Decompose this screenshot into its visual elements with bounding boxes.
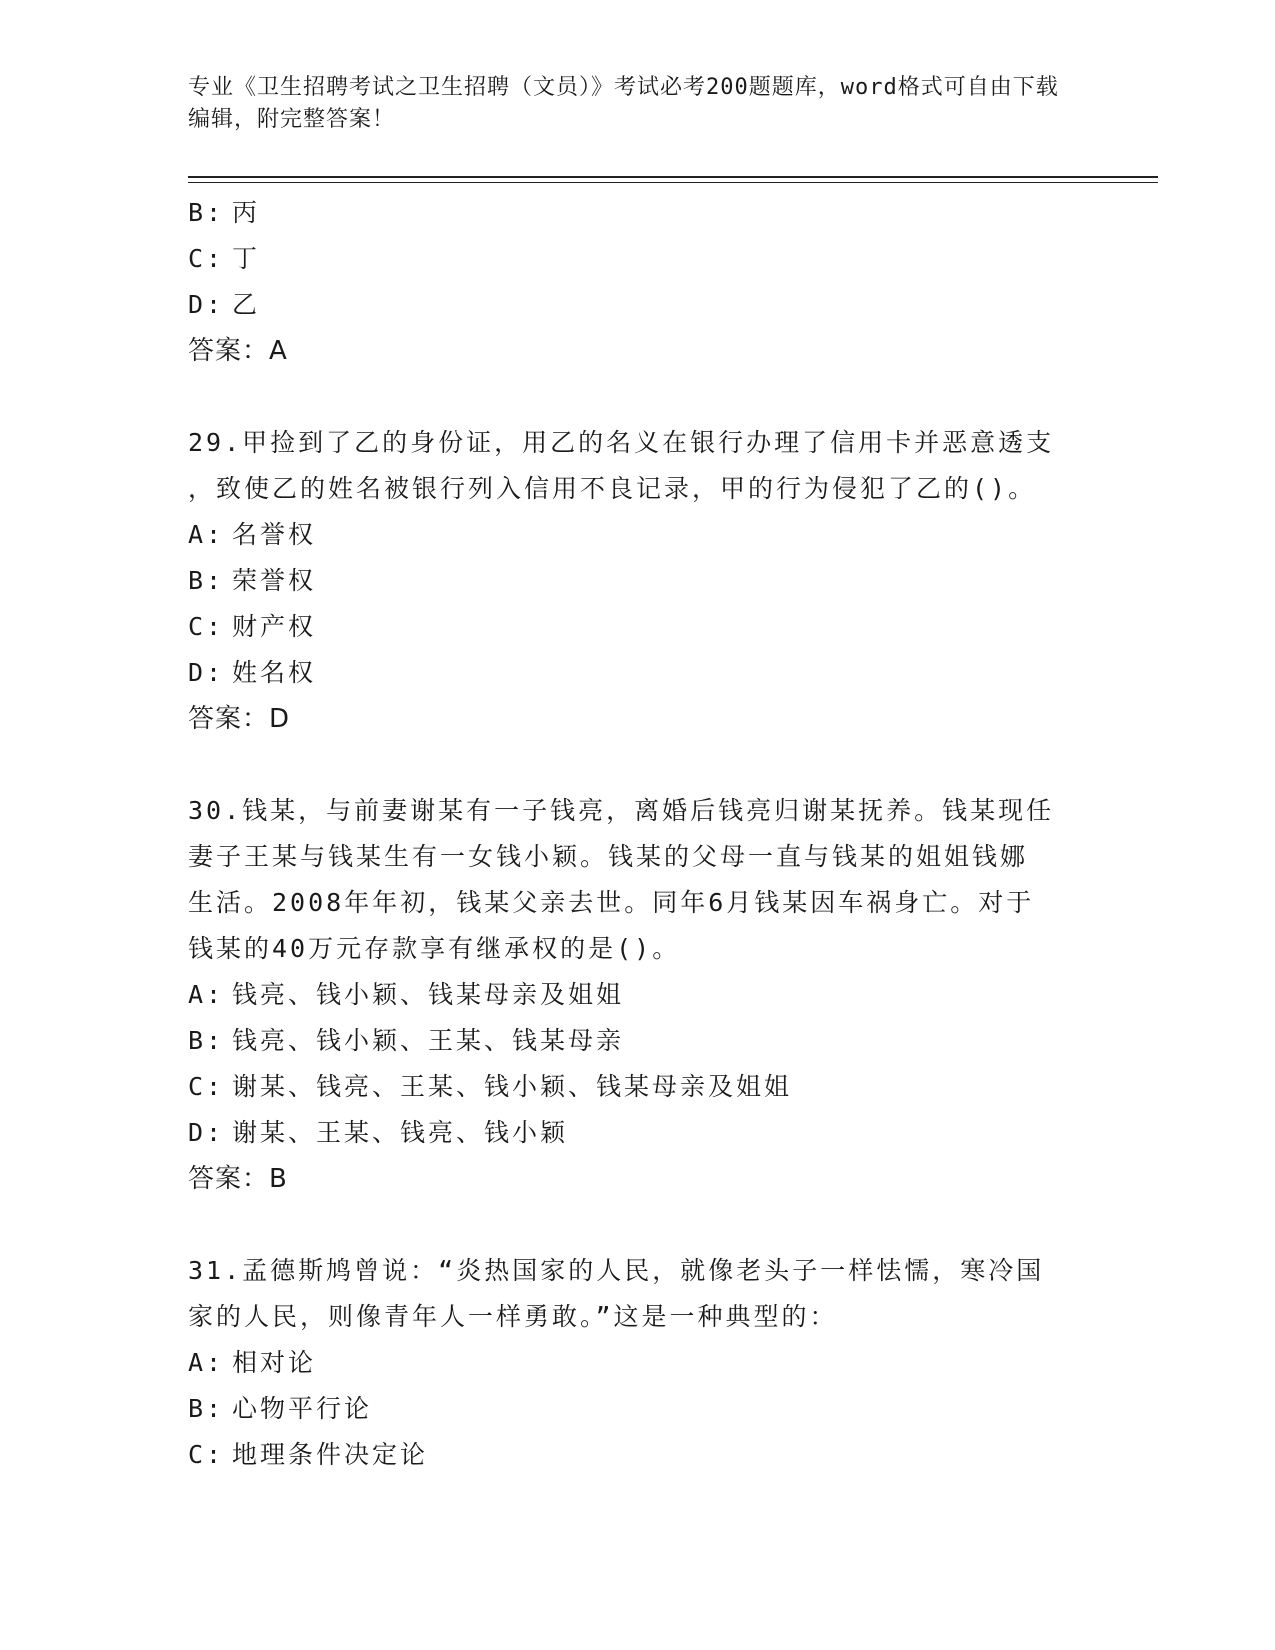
option-text: 钱亮、钱小颖、王某、钱某母亲 xyxy=(232,1026,625,1055)
question-text-line: 29.甲捡到了乙的身份证，用乙的名义在银行办理了信用卡并恶意透支 xyxy=(188,428,1055,457)
question-text-line: 30.钱某，与前妻谢某有一子钱亮，离婚后钱亮归谢某抚养。钱某现任 xyxy=(188,796,1055,825)
option-b xyxy=(188,190,1088,236)
document-content xyxy=(188,190,1088,1478)
option-letter: C: xyxy=(188,1440,225,1469)
option-text: 丁 xyxy=(232,244,261,273)
option-letter: B: xyxy=(188,198,225,227)
header-divider-thick xyxy=(188,176,1158,178)
option-letter: C: xyxy=(188,244,225,273)
option-text: 姓名权 xyxy=(232,658,317,687)
option-a xyxy=(188,1340,1088,1386)
answer-line: 答案：D xyxy=(188,704,291,734)
option-text: 钱亮、钱小颖、钱某母亲及姐姐 xyxy=(232,980,625,1009)
spacer xyxy=(188,374,1088,420)
question-text-line: 31.孟德斯鸠曾说：“炎热国家的人民，就像老头子一样怯懦，寒冷国 xyxy=(188,1256,1045,1285)
header-divider-thin xyxy=(188,182,1158,183)
option-b xyxy=(188,1018,1088,1064)
option-a xyxy=(188,972,1088,1018)
option-letter: A: xyxy=(188,980,225,1009)
option-letter: C: xyxy=(188,612,225,641)
question-text-line: 妻子王某与钱某生有一女钱小颖。钱某的父母一直与钱某的姐姐钱娜 xyxy=(188,842,1029,871)
option-text: 谢某、钱亮、王某、钱小颖、钱某母亲及姐姐 xyxy=(232,1072,793,1101)
option-letter: A: xyxy=(188,520,225,549)
question-text-line: 钱某的40万元存款享有继承权的是()。 xyxy=(188,934,681,963)
option-text: 名誉权 xyxy=(232,520,317,549)
option-text: 谢某、王某、钱亮、钱小颖 xyxy=(232,1118,569,1147)
answer-line: 答案：B xyxy=(188,1164,288,1194)
answer-line: 答案：A xyxy=(188,336,288,366)
spacer xyxy=(188,1202,1088,1248)
option-c xyxy=(188,604,1088,650)
option-text: 荣誉权 xyxy=(232,566,317,595)
option-text: 乙 xyxy=(232,290,261,319)
option-text: 财产权 xyxy=(232,612,317,641)
option-d xyxy=(188,282,1088,328)
option-letter: A: xyxy=(188,1348,225,1377)
option-letter: B: xyxy=(188,1026,225,1055)
option-text: 相对论 xyxy=(232,1348,317,1377)
spacer xyxy=(188,742,1088,788)
option-d xyxy=(188,1110,1088,1156)
option-text: 心物平行论 xyxy=(232,1394,373,1423)
page-header: 专业《卫生招聘考试之卫生招聘（文员）》考试必考200题题库，word格式可自由下载编辑，附完整答案！ xyxy=(188,75,1059,132)
question-29 xyxy=(188,420,1088,742)
option-letter: D: xyxy=(188,658,225,687)
option-letter: B: xyxy=(188,566,225,595)
option-b xyxy=(188,558,1088,604)
option-d xyxy=(188,650,1088,696)
question-30 xyxy=(188,788,1088,1202)
option-letter: C: xyxy=(188,1072,225,1101)
option-text: 丙 xyxy=(232,198,261,227)
question-text-line: 生活。2008年年初，钱某父亲去世。同年6月钱某因车祸身亡。对于 xyxy=(188,888,1035,917)
option-a xyxy=(188,512,1088,558)
option-c xyxy=(188,236,1088,282)
option-letter: B: xyxy=(188,1394,225,1423)
option-letter: D: xyxy=(188,290,225,319)
option-b xyxy=(188,1386,1088,1432)
option-letter: D: xyxy=(188,1118,225,1147)
option-c xyxy=(188,1064,1088,1110)
option-text: 地理条件决定论 xyxy=(232,1440,429,1469)
question-28-continued xyxy=(188,190,1088,374)
option-c xyxy=(188,1432,1088,1478)
question-31 xyxy=(188,1248,1088,1478)
question-text-line: 家的人民，则像青年人一样勇敢。”这是一种典型的： xyxy=(188,1302,838,1331)
question-text-line: ，致使乙的姓名被银行列入信用不良记录，甲的行为侵犯了乙的()。 xyxy=(188,474,1037,503)
